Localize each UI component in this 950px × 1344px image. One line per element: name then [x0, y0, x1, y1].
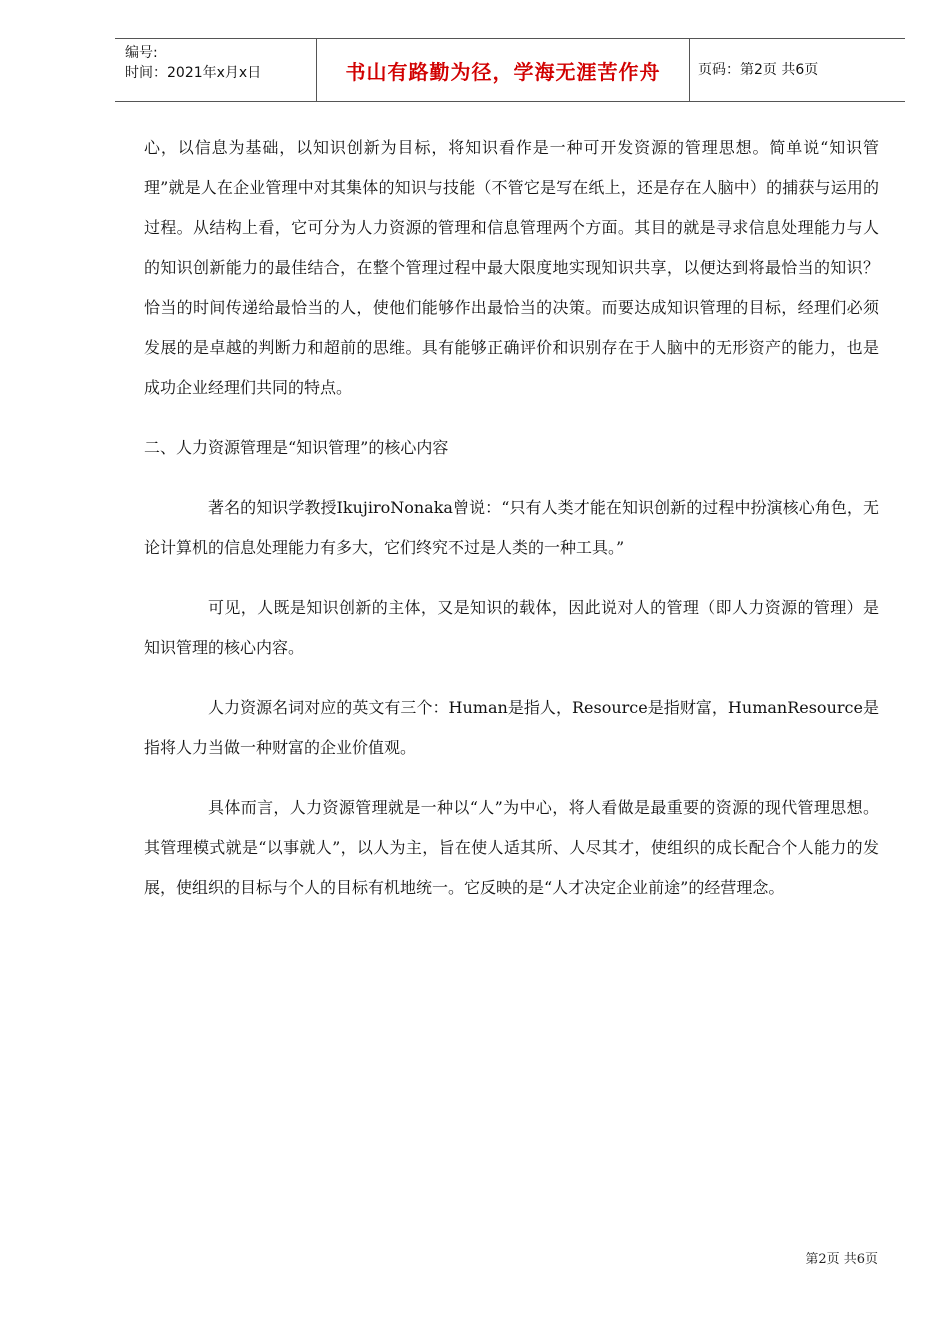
section-heading: 二、人力资源管理是“知识管理”的核心内容 — [144, 438, 449, 457]
page-footer: 第2页 共6页 — [805, 1252, 878, 1267]
body-paragraph: 可见，人既是知识创新的主体，又是知识的载体，因此说对人的管理（即人力资源的管理）是知识管理的核心内容。 — [144, 598, 879, 657]
body-paragraph: 心，以信息为基础，以知识创新为目标，将知识看作是一种可开发资源的管理思想。简单说“知识管理”就是人在企业管理中对其集体的知识与技能（不管它是写在纸上，还是存在人脑中）的捕获与运用的过程。从结构上看，它可分为人力资源的管理和信息管理两个方面。其目的就是寻求信息处理能力与人的知识创新能力的最佳结合，在整个管理过程中最大限度地实现知识共享，以便达到将最恰当的知识？恰当的时间传递给最恰当的人，使他们能够作出最恰当的决策。而要达成知识管理的目标，经理们必须发展的是卓越的判断力和超前的思维。具有能够正确评价和识别存在于人脑中的无形资产的能力，也是成功企业经理们共同的特点。 — [144, 138, 879, 397]
body-paragraph: 著名的知识学教授IkujiroNonaka曾说：“只有人类才能在知识创新的过程中扮演核心角色，无论计算机的信息处理能力有多大，它们终究不过是人类的一种工具。” — [144, 498, 879, 557]
document-date-label: 时间：2021年x月x日 — [125, 65, 262, 81]
body-paragraph: 人力资源名词对应的英文有三个：Human是指人，Resource是指财富，HumanResource是指将人力当做一种财富的企业价值观。 — [144, 698, 879, 757]
document-body — [144, 128, 879, 908]
header-page-number: 页码：第2页 共6页 — [698, 62, 819, 78]
page-header — [115, 38, 905, 102]
document-number-label: 编号: — [125, 45, 158, 61]
header-motto-cell — [317, 39, 690, 101]
body-paragraph: 具体而言，人力资源管理就是一种以“人”为中心，将人看做是最重要的资源的现代管理思想。其管理模式就是“以事就人”，以人为主，旨在使人适其所、人尽其才，使组织的成长配合个人能力的发展，使组织的目标与个人的目标有机地统一。它反映的是“人才决定企业前途”的经营理念。 — [144, 798, 879, 897]
header-motto: 书山有路勤为径，学海无涯苦作舟 — [345, 59, 661, 84]
header-meta — [115, 39, 317, 101]
header-page-cell — [690, 39, 905, 101]
